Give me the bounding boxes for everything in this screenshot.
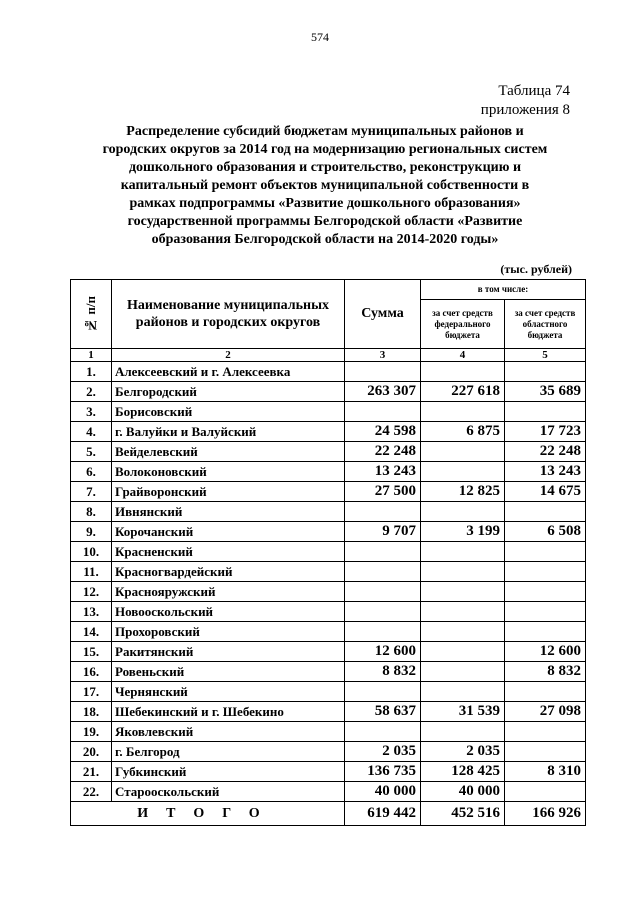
row-number: 5. [71, 442, 112, 462]
sum-value: 58 637 [345, 702, 421, 722]
regional-value: 8 310 [505, 762, 586, 782]
sum-value [345, 682, 421, 702]
district-name: Красногвардейский [112, 562, 345, 582]
federal-value [421, 642, 505, 662]
regional-value: 27 098 [505, 702, 586, 722]
row-number: 6. [71, 462, 112, 482]
district-name: Ровеньский [112, 662, 345, 682]
subsidy-table [70, 279, 586, 826]
column-number: 4 [421, 349, 505, 362]
regional-value [505, 582, 586, 602]
total-row [71, 802, 586, 826]
row-number: 17. [71, 682, 112, 702]
table-row [71, 742, 586, 762]
district-name: Ивнянский [112, 502, 345, 522]
sum-value: 2 035 [345, 742, 421, 762]
district-name: Новооскольский [112, 602, 345, 622]
district-name: Алексеевский и г. Алексеевка [112, 362, 345, 382]
row-number: 19. [71, 722, 112, 742]
row-number: 12. [71, 582, 112, 602]
regional-value: 17 723 [505, 422, 586, 442]
federal-value: 227 618 [421, 382, 505, 402]
sum-value [345, 582, 421, 602]
regional-value: 12 600 [505, 642, 586, 662]
federal-value [421, 462, 505, 482]
district-name: Яковлевский [112, 722, 345, 742]
header-number: № п/п [71, 280, 112, 349]
federal-value [421, 362, 505, 382]
header-federal: за счет средств федерального бюджета [421, 300, 505, 349]
district-name: Чернянский [112, 682, 345, 702]
row-number: 10. [71, 542, 112, 562]
sum-value [345, 562, 421, 582]
header-name: Наименование муниципальных районов и городских округов [112, 280, 345, 349]
table-row [71, 622, 586, 642]
regional-value [505, 542, 586, 562]
federal-value [421, 502, 505, 522]
regional-value: 8 832 [505, 662, 586, 682]
sum-value: 136 735 [345, 762, 421, 782]
sum-value [345, 602, 421, 622]
row-number: 16. [71, 662, 112, 682]
total-label: ИТОГО [71, 802, 345, 826]
table-row [71, 542, 586, 562]
sum-value [345, 362, 421, 382]
sum-value: 12 600 [345, 642, 421, 662]
table-row [71, 702, 586, 722]
units-note: (тыс. рублей) [500, 262, 572, 276]
table-row [71, 422, 586, 442]
federal-value [421, 542, 505, 562]
federal-value: 31 539 [421, 702, 505, 722]
regional-value: 22 248 [505, 442, 586, 462]
total-sum: 619 442 [345, 802, 421, 826]
federal-value [421, 662, 505, 682]
column-number-row [71, 349, 586, 362]
table-row [71, 562, 586, 582]
regional-value [505, 362, 586, 382]
district-name: Красненский [112, 542, 345, 562]
sum-value [345, 722, 421, 742]
column-number: 3 [345, 349, 421, 362]
table-row [71, 722, 586, 742]
federal-value [421, 442, 505, 462]
table-row [71, 762, 586, 782]
table-row [71, 482, 586, 502]
federal-value [421, 602, 505, 622]
district-name: Белгородский [112, 382, 345, 402]
total-federal: 452 516 [421, 802, 505, 826]
row-number: 2. [71, 382, 112, 402]
sum-value: 40 000 [345, 782, 421, 802]
district-name: Грайворонский [112, 482, 345, 502]
federal-value [421, 682, 505, 702]
row-number: 1. [71, 362, 112, 382]
federal-value [421, 622, 505, 642]
column-number: 2 [112, 349, 345, 362]
row-number: 22. [71, 782, 112, 802]
row-number: 3. [71, 402, 112, 422]
column-number: 5 [505, 349, 586, 362]
district-name: Шебекинский и г. Шебекино [112, 702, 345, 722]
sum-value: 24 598 [345, 422, 421, 442]
federal-value [421, 722, 505, 742]
federal-value [421, 582, 505, 602]
district-name: Краснояружский [112, 582, 345, 602]
annex-table-label: Таблица 74 [498, 83, 570, 99]
header-including: в том числе: [421, 280, 586, 300]
row-number: 11. [71, 562, 112, 582]
sum-value [345, 622, 421, 642]
table-row [71, 382, 586, 402]
regional-value [505, 402, 586, 422]
district-name: Ракитянский [112, 642, 345, 662]
table-row [71, 442, 586, 462]
sum-value [345, 542, 421, 562]
regional-value: 13 243 [505, 462, 586, 482]
district-name: г. Белгород [112, 742, 345, 762]
federal-value [421, 402, 505, 422]
annex-appendix-label: приложения 8 [480, 102, 570, 118]
total-regional: 166 926 [505, 802, 586, 826]
table-row [71, 522, 586, 542]
federal-value: 3 199 [421, 522, 505, 542]
table-row [71, 502, 586, 522]
regional-value [505, 682, 586, 702]
row-number: 15. [71, 642, 112, 662]
table-row [71, 582, 586, 602]
sum-value: 8 832 [345, 662, 421, 682]
regional-value: 14 675 [505, 482, 586, 502]
regional-value [505, 602, 586, 622]
header-sum: Сумма [345, 280, 421, 349]
row-number: 18. [71, 702, 112, 722]
table-row [71, 682, 586, 702]
row-number: 21. [71, 762, 112, 782]
row-number: 8. [71, 502, 112, 522]
table-body [71, 362, 586, 802]
row-number: 4. [71, 422, 112, 442]
sum-value: 263 307 [345, 382, 421, 402]
regional-value: 35 689 [505, 382, 586, 402]
row-number: 9. [71, 522, 112, 542]
page-number: 574 [311, 30, 329, 44]
federal-value: 12 825 [421, 482, 505, 502]
regional-value [505, 742, 586, 762]
annex-reference [481, 82, 570, 120]
federal-value: 128 425 [421, 762, 505, 782]
district-name: Губкинский [112, 762, 345, 782]
row-number: 20. [71, 742, 112, 762]
federal-value [421, 562, 505, 582]
federal-value: 6 875 [421, 422, 505, 442]
sum-value: 27 500 [345, 482, 421, 502]
district-name: Старооскольский [112, 782, 345, 802]
federal-value: 40 000 [421, 782, 505, 802]
regional-value: 6 508 [505, 522, 586, 542]
table-row [71, 402, 586, 422]
regional-value [505, 502, 586, 522]
table-row [71, 642, 586, 662]
district-name: Борисовский [112, 402, 345, 422]
table-row [71, 462, 586, 482]
regional-value [505, 622, 586, 642]
row-number: 7. [71, 482, 112, 502]
table-row [71, 782, 586, 802]
table-row [71, 362, 586, 382]
table-row [71, 662, 586, 682]
header-regional: за счет средств областного бюджета [505, 300, 586, 349]
district-name: Прохоровский [112, 622, 345, 642]
row-number: 14. [71, 622, 112, 642]
district-name: Корочанский [112, 522, 345, 542]
document-title: Распределение субсидий бюджетам муниципальных районов и городских округов за 2014 год на модернизацию региональных систем дошкольного образования и строительство, реконструкцию и капитальный ремонт объектов муниципальной собственности в рамках подпрограммы «Развитие дошкольного образования» государственной программы Белгородской области «Развитие образования Белгородской области на 2014-2020 годы» [102, 124, 548, 247]
sum-value: 13 243 [345, 462, 421, 482]
district-name: Волоконовский [112, 462, 345, 482]
regional-value [505, 562, 586, 582]
regional-value [505, 722, 586, 742]
federal-value: 2 035 [421, 742, 505, 762]
sum-value: 9 707 [345, 522, 421, 542]
regional-value [505, 782, 586, 802]
table-row [71, 602, 586, 622]
district-name: г. Валуйки и Валуйский [112, 422, 345, 442]
sum-value: 22 248 [345, 442, 421, 462]
column-number: 1 [71, 349, 112, 362]
district-name: Вейделевский [112, 442, 345, 462]
sum-value [345, 502, 421, 522]
sum-value [345, 402, 421, 422]
row-number: 13. [71, 602, 112, 622]
